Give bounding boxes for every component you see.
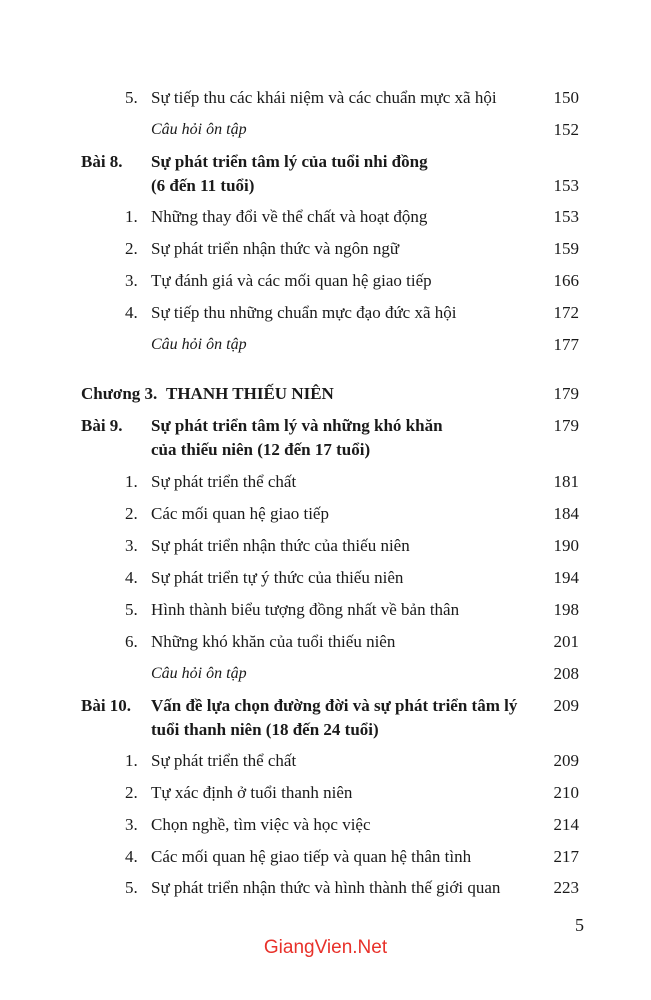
entry-number: 2. (125, 239, 138, 258)
entry-title: Các mối quan hệ giao tiếp và quan hệ thân tình (151, 847, 472, 866)
entry-title: Câu hỏi ôn tập (151, 665, 247, 682)
entry-title: Hình thành biểu tượng đồng nhất về bản thân (151, 600, 460, 619)
entry-title: Các mối quan hệ giao tiếp (151, 504, 329, 523)
entry-title: Chọn nghề, tìm việc và học việc (151, 815, 371, 834)
entry-title: Những thay đổi về thể chất và hoạt động (151, 207, 428, 226)
entry-page: 190 (553, 536, 579, 555)
entry-number: 4. (125, 568, 138, 587)
lesson-title-line1: Sự phát triển tâm lý của tuổi nhi đồng (151, 152, 428, 171)
entry-page: 210 (553, 783, 579, 802)
entry-number: 5. (125, 600, 138, 619)
entry-number: 3. (125, 536, 138, 555)
entry-number: 3. (125, 815, 138, 834)
entry-number: 1. (125, 207, 138, 226)
entry-page: 208 (553, 664, 579, 683)
lesson-label: Bài 8. (81, 152, 123, 171)
entry-page: 223 (553, 878, 579, 897)
entry-page: 217 (553, 847, 579, 866)
entry-page: 201 (553, 632, 579, 651)
chapter-title: THANH THIẾU NIÊN (166, 384, 334, 403)
lesson-label: Bài 10. (81, 696, 132, 715)
entry-title: Câu hỏi ôn tập (151, 121, 247, 138)
watermark-text: GiangVien.Net (263, 937, 388, 958)
entry-title: Sự phát triển nhận thức và ngôn ngữ (151, 239, 400, 258)
entry-number: 5. (125, 878, 138, 897)
lesson-title-line2: tuổi thanh niên (18 đến 24 tuổi) (151, 720, 379, 739)
entry-page: 177 (553, 335, 579, 354)
entry-page: 198 (553, 600, 579, 619)
entry-page: 209 (553, 696, 579, 715)
entry-title: Tự đánh giá và các mối quan hệ giao tiếp (151, 271, 432, 290)
entry-number: 4. (125, 303, 138, 322)
entry-title: Sự phát triển thể chất (151, 751, 297, 770)
entry-page: 214 (553, 815, 579, 834)
page-number: 5 (575, 915, 584, 935)
entry-number: 2. (125, 783, 138, 802)
entry-page: 184 (553, 504, 579, 523)
entry-title: Sự tiếp thu các khái niệm và các chuẩn mực xã hội (151, 88, 497, 107)
entry-number: 4. (125, 847, 138, 866)
entry-title: Tự xác định ở tuổi thanh niên (151, 783, 353, 802)
entry-number: 3. (125, 271, 138, 290)
lesson-title-line2: của thiếu niên (12 đến 17 tuổi) (151, 440, 371, 459)
entry-page: 179 (553, 384, 579, 403)
entry-page: 181 (553, 472, 579, 491)
entry-page: 152 (553, 120, 579, 139)
entry-page: 153 (553, 176, 579, 195)
entry-number: 1. (125, 472, 138, 491)
entry-title: Sự tiếp thu những chuẩn mực đạo đức xã hội (151, 303, 457, 322)
entry-page: 159 (553, 239, 579, 258)
entry-title: Câu hỏi ôn tập (151, 336, 247, 353)
lesson-title-line2: (6 đến 11 tuổi) (151, 176, 255, 195)
entry-page: 194 (553, 568, 579, 587)
lesson-title-line1: Vấn đề lựa chọn đường đời và sự phát triển tâm lý (151, 696, 518, 715)
entry-number: 1. (125, 751, 138, 770)
entry-page: 153 (553, 207, 579, 226)
lesson-title-line1: Sự phát triển tâm lý và những khó khăn (151, 416, 443, 435)
entry-number: 5. (125, 88, 138, 107)
entry-title: Sự phát triển nhận thức của thiếu niên (151, 536, 410, 555)
entry-number: 2. (125, 504, 138, 523)
entry-title: Sự phát triển nhận thức và hình thành thế giới quan (151, 878, 501, 897)
entry-number: 6. (125, 632, 138, 651)
chapter-label: Chương 3. (81, 384, 158, 403)
entry-title: Sự phát triển tự ý thức của thiếu niên (151, 568, 404, 587)
entry-page: 150 (553, 88, 579, 107)
entry-page: 166 (553, 271, 579, 290)
lesson-label: Bài 9. (81, 416, 123, 435)
entry-page: 209 (553, 751, 579, 770)
entry-page: 179 (553, 416, 579, 435)
entry-title: Sự phát triển thể chất (151, 472, 297, 491)
entry-title: Những khó khăn của tuổi thiếu niên (151, 632, 396, 651)
entry-page: 172 (553, 303, 579, 322)
